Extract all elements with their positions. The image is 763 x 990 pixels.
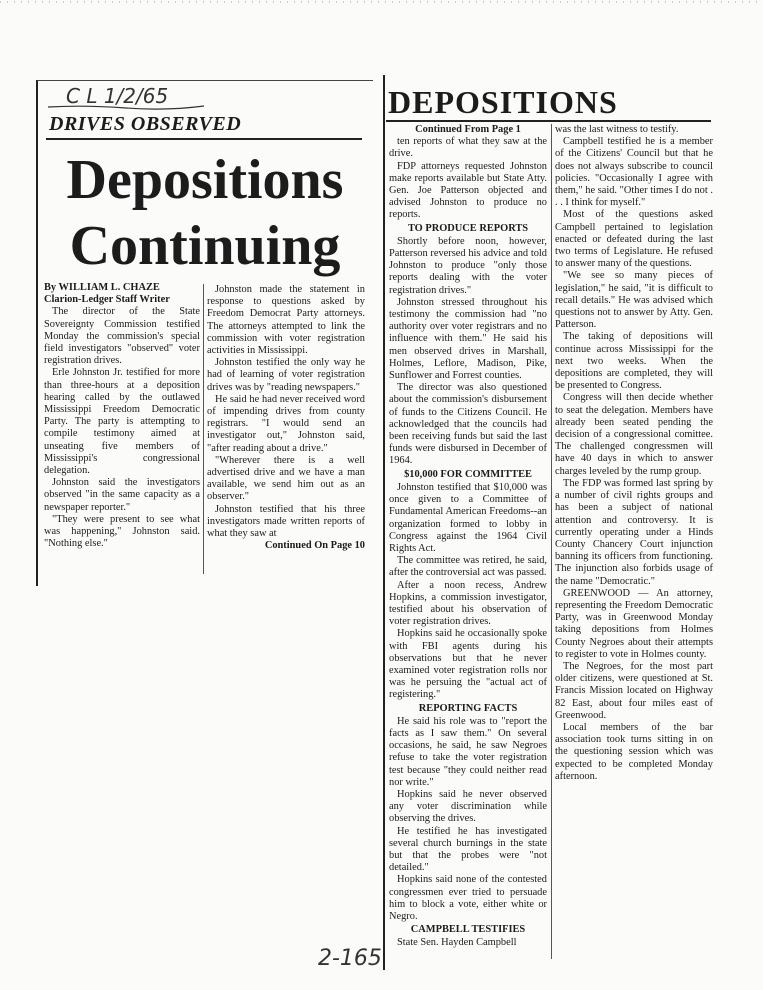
paragraph: Johnston testified that his three investigators made written reports of what they saw at [207,503,365,540]
right-column-1 [389,124,547,950]
right-column-2 [555,124,713,783]
subheading: TO PRODUCE REPORTS [407,222,529,234]
handwritten-date: C L 1/2/65 [66,84,169,108]
depositions-rule [386,120,711,122]
column-rule [551,124,552,959]
paragraph: GREENWOOD — An attorney, representing the Freedom Democratic Party, was in Greenwood Monday taking depositions from Holmes County Negroes about their attempts to register to vote in Holmes county. [555,587,713,660]
left-column-1 [44,282,200,550]
subheading: REPORTING FACTS [418,702,518,714]
paragraph: Johnston made the statement in response to questions asked by Freedom Democrat Party attorneys. The attorneys attempted to link the commission with voter registration activities in Mississippi. [207,284,365,357]
depositions-headline: DEPOSITIONS [388,84,618,120]
paragraph: The director was also questioned about the commission's disbursement of funds to the Citizens Council. He acknowledged that the councils had been receiving funds but said the last funds were disbursed in December of 1964. [389,382,547,467]
paragraph: Campbell testified he is a member of the Citizens' Council but that he does not always subscribe to council policies. "Occasionally I agree with them," he said. "Other times I do not . . . I think for myself." [555,136,713,209]
paragraph: "They were present to see what was happening," Johnston said. "Nothing else." [44,513,200,550]
subheading: $10,000 FOR COMMITTEE [404,468,532,480]
paragraph: Hopkins said he never observed any voter discrimination while observing the drives. [389,788,547,825]
headline-line-1: Depositions [66,149,344,211]
kicker: DRIVES OBSERVED [49,113,242,135]
paragraph: The committee was retired, he said, after the controversial act was passed. [389,555,547,579]
date-underline [46,104,206,110]
paragraph: Most of the questions asked Campbell pertained to legislation enacted or defeated during the last two terms of Legislature. He refused to answer many of the questions. [555,209,713,270]
paragraph: FDP attorneys requested Johnston make reports available but State Atty. Gen. Joe Patterson objected and advised Johnston to produce no reports. [389,160,547,221]
byline-name: By WILLIAM L. CHAZE [44,282,160,293]
paragraph: The FDP was formed last spring by a number of civil rights groups and has been a subject of national attention and controversy. It is currently operating under a Hinds County Chancery Court injunction banning its officers from functioning. The injunction also forbids usage of the name "Democratic." [555,477,713,587]
handwritten-page-number: 2-165 [318,946,382,971]
paragraph: Hopkins said none of the contested congressmen ever tried to persuade him to block a vote, either white or Negro. [389,874,547,922]
paragraph: Johnston testified that $10,000 was once given to a Committee of Fundamental American Freedoms--an organization formed to lobby in Congress against the 1964 Civil Rights Act. [389,481,547,554]
paragraph: The director of the State Sovereignty Commission testified Monday the commission's special field investigators "observed" voter registration drives. [44,306,200,367]
paragraph: He testified he has investigated several church burnings in the state but that the probes were "not detailed." [389,825,547,874]
headline-line-2: Continuing [69,215,341,277]
paragraph: He said his role was to "report the facts as I saw them." On several occasions, he said, he saw Negroes refuse to take the voter registration test because "they could neither read nor write." [389,715,547,788]
continued-from: Continued From Page 1 [415,124,521,135]
paragraph: Johnston said the investigators observed "in the same capacity as a newspaper reporter." [44,477,200,513]
paragraph: He said he had never received word of impending drives from county registrars. "I would send an investigator out," Johnston said, "after reading about a drive." [207,393,365,454]
paragraph: Johnston stressed throughout his testimony the commission had "no authority over voter registrars and no influence with them." He said his men observed drives in Marshall, Holmes, Leflore, Madison, Pike, Sunflower and Forrest counties. [389,296,547,382]
paragraph: "We see so many pieces of legislation," he said, "it is difficult to recall details." He was advised which questions not to answer by Atty. Gen. Patterson. [555,270,713,331]
paragraph: Erle Johnston Jr. testified for more than three-hours at a deposition hearing called by the outlawed Mississippi Freedom Democratic Party. The party is attempting to compile testimony aimed at unseating five members of Mississippi's congressional delegation. [44,367,200,477]
continued-on: Continued On Page 10 [264,540,365,552]
column-rule [203,284,204,574]
paragraph: Johnston testified the only way he had of learning of voter registration drives was by "reading newspapers." [207,357,365,393]
paragraph: Hopkins said he occasionally spoke with FBI agents during his observations but that he never examined voter registration rolls nor was he persuing the "actual act of registering." [389,628,547,701]
paragraph: Congress will then decide whether to seat the delegation. Members have already been seated pending the decision of a congressional comittee. The challenged congressmen will have 40 days in which to answer charges leveled by the rump group. [555,392,713,477]
paragraph: "Wherever there is a well advertised drive and we have a man available, we send him out as an observer." [207,454,365,503]
subheading: CAMPBELL TESTIFIES [410,924,526,936]
paragraph: Local members of the bar association took turns sitting in on the questioning session which was expected to be completed Monday afternoon. [555,721,713,782]
paragraph: was the last witness to testify. [555,124,679,135]
scan-edge [0,0,763,6]
paragraph: State Sen. Hayden Campbell [397,937,517,949]
paragraph: The taking of depositions will continue across Mississippi for the next two weeks. When the depositions are completed, they will be presented to Congress. [555,331,713,392]
paragraph: ten reports of what they saw at the drive. [389,136,547,160]
paragraph: Shortly before noon, however, Patterson reversed his advice and told Johnston to produce "only those reports dealing with the voter registration drives." [389,235,547,296]
left-column-2 [207,284,365,552]
byline-title: Clarion-Ledger Staff Writer [44,294,170,306]
paragraph: The Negroes, for the most part older citizens, were questioned at St. Francis Mission located on Highway 82 East, about four miles east of Greenwood. [555,660,713,721]
paragraph: After a noon recess, Andrew Hopkins, a commission investigator, testified about his observation of voter registration drives. [389,579,547,628]
kicker-rule [46,138,362,140]
